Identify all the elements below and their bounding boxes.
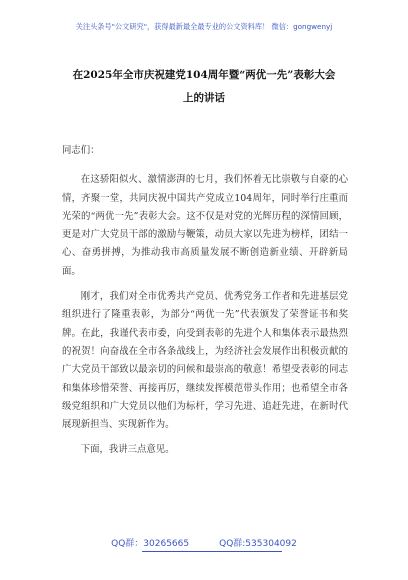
document-title-line-1: 在2025年全市庆祝建党104周年暨“两优一先”表彰大会	[72, 69, 336, 81]
salutation: 同志们：	[62, 145, 100, 156]
document-body	[62, 142, 348, 460]
header-banner: 关注头条号"公文研究"，获得最新最全最专业的公文资料库！ 微信：gongwenyj	[75, 22, 333, 31]
footer-qq-group-2: QQ群:535304092	[219, 539, 297, 549]
paragraph-1: 在这骄阳似火、激情澎湃的七月，我们怀着无比崇敬与自豪的心情，齐聚一堂，共同庆祝中国共产党成立104周年，同时举行庄重而光荣的“两优一先”表彰大会。这不仅是对党的光辉历程的深情回顾，更是对广大党员干部的激励与鞭策，动员大家以先进为榜样，团结一心、奋勇拼搏，为推动我市高质量发展不断创造新业绩、开辟新局面。	[62, 174, 348, 277]
footer-contact	[0, 536, 408, 549]
document-title	[40, 64, 368, 110]
paragraph-3: 下面，我讲三点意见。	[80, 444, 175, 456]
footer-qq-group-1: QQ群：30265665	[111, 539, 190, 549]
footer-underline	[142, 551, 282, 552]
document-title-line-2: 上的讲话	[183, 92, 225, 104]
paragraph-2: 刚才，我们对全市优秀共产党员、优秀党务工作者和先进基层党组织进行了隆重表彰，为部分“两优一先”代表颁发了荣誉证书和奖牌。在此，我谨代表市委，向受到表彰的先进个人和集体表示最热烈的祝贺！向奋战在全市各条战线上，为经济社会发展作出积极贡献的广大党员干部致以最亲切的问候和最崇高的敬意！希望受表彰的同志和集体珍惜荣誉、再接再厉，继续发挥模范带头作用；也希望全市各级党组织和广大党员以他们为标杆，学习先进、追赶先进，在新时代展现新担当、实现新作为。	[62, 291, 348, 431]
